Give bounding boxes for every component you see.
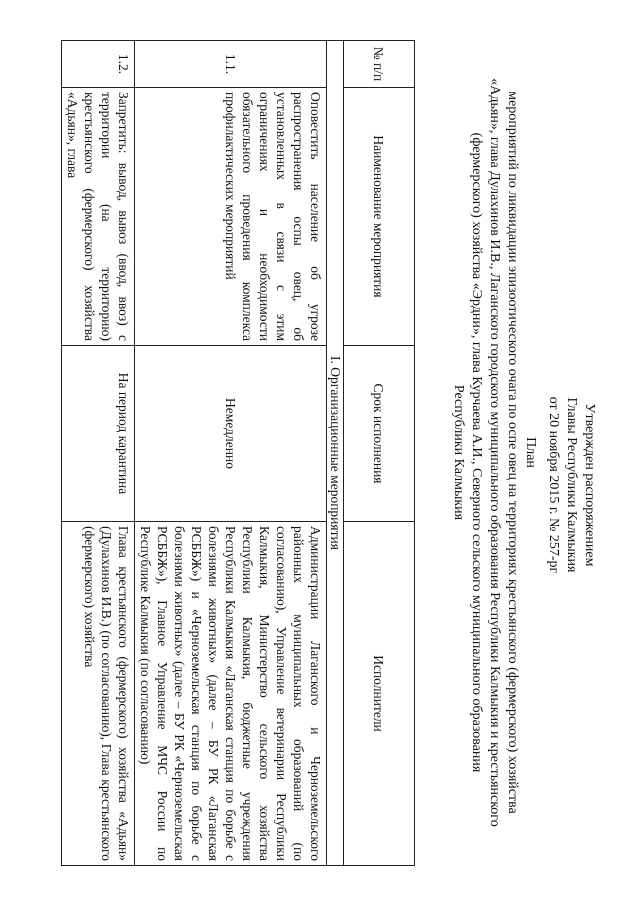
title-line-4: (фермерского) хозяйства «Эрдни», глава Курчаева А.И., Северного сельского муниципального образования [469,132,484,773]
row-exec: Администрации Лаганского и Черноземельского районных муниципальных образований (по согласованию), Управление ветеринарии Республики Калмыкия, Министерство сельского хозяйства Республики Калмыкия, бюджетные учреждения Республики Калмыкия «Лаганская станция по борьбе с болезнями животных» (далее – БУ РК «Лаганская РСББЖ») и «Черноземельская станция по борьбе с болезнями животных» (далее – БУ РК «Черноземельская РСББЖ»), Главное Управление МЧС России по Республике Калмыкия (по согласованию) [135,522,327,866]
plan-table [61,40,415,866]
document-title [449,40,539,865]
header-name: Наименование мероприятия [344,88,415,346]
approval-line-3: от 20 ноября 2015 г. № 257-рг [546,396,561,574]
row-num: 1.2. [62,41,135,88]
section-title: I. Организационные мероприятия [327,41,344,866]
header-term: Срок исполнения [344,346,415,522]
row-name: Запретить: вывод, вывоз (ввод, ввоз) с территории (на территорию) крестьянского (фермерского) хозяйства «Адьян», глава [62,88,135,346]
section-row [327,41,344,866]
approval-line-2: Главы Республики Калмыкия [564,397,579,573]
row-term: На период карантина [62,346,135,522]
approval-line-1: Утвержден распоряжением [582,403,597,567]
row-name: Оповестить население об угрозе распространения оспы овец, об установленных в связи с этим ограничениях и необходимости обязательного проведения комплекса профилактических мероприятий [135,88,327,346]
table-header-row [344,41,415,866]
row-exec: Глава крестьянского (фермерского) хозяйства «Адьян» (Дулахинов И.В.) (по согласованию), Глава крестьянского (фермерского) хозяйства [62,522,135,866]
table-row [62,41,135,866]
table-row [135,41,327,866]
row-num: 1.1. [135,41,327,88]
title-line-1: План [523,437,538,468]
title-line-3: «Адьян», глава Дулахинов И.В., Лаганского городского муниципального образования Республики Калмыкия и крестьянского [487,78,502,827]
header-num: № п/п [344,41,415,88]
approval-stamp [544,385,598,585]
row-term: Немедленно [135,346,327,522]
header-exec: Исполнители [344,522,415,866]
title-line-5: Республики Калмыкия [451,384,466,521]
title-line-2: мероприятий по ликвидации эпизоотического очага по оспе овец на территориях крестьянского (фермерского) хозяйства [505,91,520,814]
